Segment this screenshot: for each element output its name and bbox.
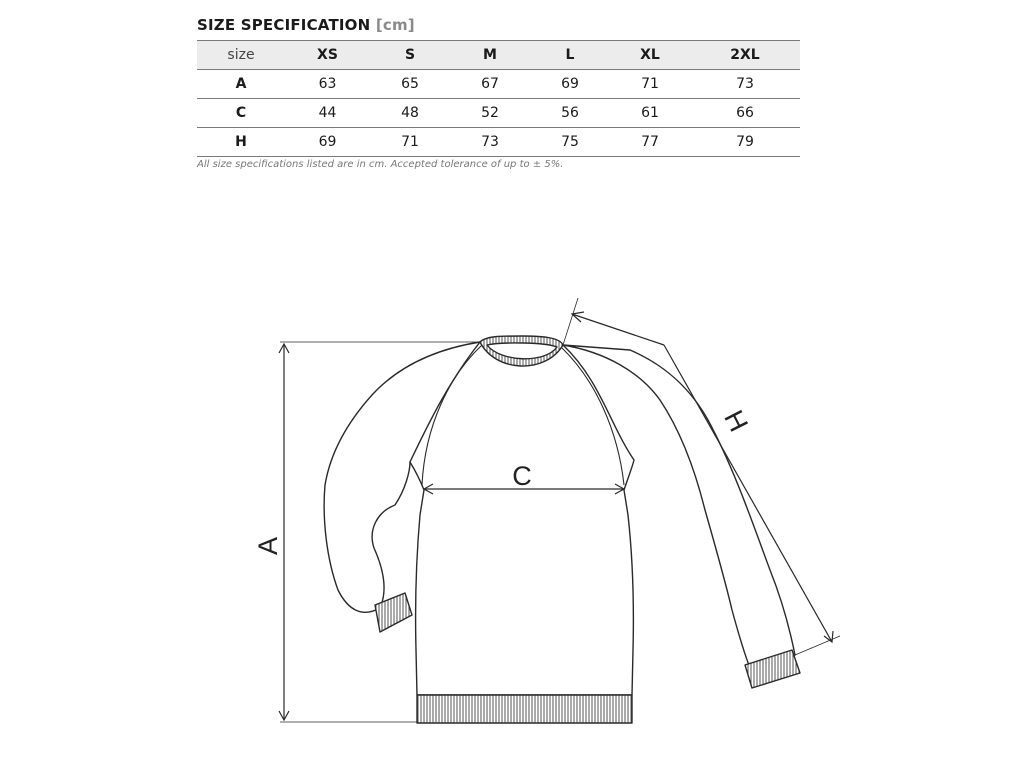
row-key: A xyxy=(197,70,285,99)
table-cell: 69 xyxy=(285,128,370,157)
table-cell: 71 xyxy=(610,70,690,99)
table-cell: 73 xyxy=(450,128,530,157)
tolerance-note: All size specifications listed are in cm. Accepted tolerance of up to ± 5%. xyxy=(197,159,564,170)
table-cell: 77 xyxy=(610,128,690,157)
table-cell: 79 xyxy=(690,128,800,157)
size-header-2xl: 2XL xyxy=(690,41,800,70)
table-cell: 65 xyxy=(370,70,450,99)
table-cell: 44 xyxy=(285,99,370,128)
table-cell: 66 xyxy=(690,99,800,128)
table-cell: 63 xyxy=(285,70,370,99)
table-cell: 71 xyxy=(370,128,450,157)
row-key: H xyxy=(197,128,285,157)
dimension-label-a: A xyxy=(253,536,283,556)
table-cell: 73 xyxy=(690,70,800,99)
size-header-label: size xyxy=(197,41,285,70)
waistband xyxy=(417,695,632,723)
size-header-m: M xyxy=(450,41,530,70)
row-key: C xyxy=(197,99,285,128)
table-cell: 56 xyxy=(530,99,610,128)
table-cell: 75 xyxy=(530,128,610,157)
table-cell: 48 xyxy=(370,99,450,128)
spec-title-text: SIZE SPECIFICATION xyxy=(197,16,371,34)
dimension-label-c: C xyxy=(512,461,532,491)
size-header-s: S xyxy=(370,41,450,70)
dimension-label-h: H xyxy=(718,405,754,437)
table-cell: 61 xyxy=(610,99,690,128)
table-cell: 69 xyxy=(530,70,610,99)
spec-unit: [cm] xyxy=(375,16,415,34)
size-header-xs: XS xyxy=(285,41,370,70)
table-cell: 67 xyxy=(450,70,530,99)
sweatshirt-outline xyxy=(324,336,800,723)
size-header-l: L xyxy=(530,41,610,70)
size-header-xl: XL xyxy=(610,41,690,70)
table-cell: 52 xyxy=(450,99,530,128)
